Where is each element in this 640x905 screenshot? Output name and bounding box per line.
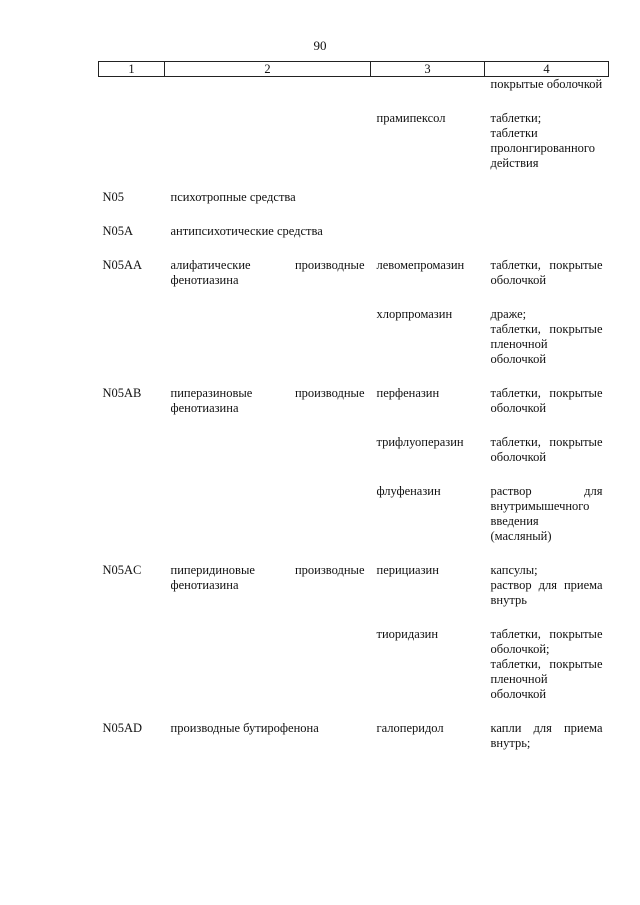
pharmacological-group bbox=[165, 627, 371, 721]
drug-name: левомепромазин bbox=[376, 258, 465, 272]
atc-code: N05AD bbox=[102, 721, 143, 735]
dosage-forms bbox=[485, 721, 609, 770]
pharmacological-group: алифатические производные фенотиазина bbox=[170, 258, 365, 287]
dosage-forms bbox=[485, 190, 609, 224]
atc-code bbox=[99, 627, 165, 721]
dosage-form-line: раствор для приема внутрь bbox=[490, 578, 603, 607]
page-number: 90 bbox=[313, 38, 327, 53]
drug-name bbox=[371, 190, 485, 224]
pharmacological-group: антипсихотические средства bbox=[170, 224, 323, 238]
dosage-form-line: таблетки, покрытые оболочкой bbox=[490, 258, 603, 287]
drug-table bbox=[98, 61, 609, 770]
dosage-form-line: драже; bbox=[490, 307, 527, 321]
drug-name: трифлуоперазин bbox=[376, 435, 464, 449]
pharmacological-group bbox=[165, 435, 371, 484]
atc-code bbox=[99, 435, 165, 484]
dosage-form-line: капсулы; bbox=[490, 563, 538, 577]
drug-name bbox=[371, 77, 485, 112]
drug-name: тиоридазин bbox=[376, 627, 439, 641]
dosage-form-line: таблетки, покрытые оболочкой; bbox=[490, 627, 603, 656]
atc-code bbox=[99, 111, 165, 190]
pharmacological-group: пиперидиновые производные фенотиазина bbox=[170, 563, 365, 592]
header-col-4: 4 bbox=[485, 62, 609, 77]
table-row bbox=[99, 484, 609, 563]
dosage-forms bbox=[485, 627, 609, 721]
dosage-form-line: покрытые оболочкой bbox=[490, 77, 603, 91]
table-row bbox=[99, 721, 609, 770]
table-body bbox=[99, 77, 609, 771]
dosage-form-line: таблетки, покрытые пленочной оболочкой bbox=[490, 322, 603, 366]
atc-code: N05AB bbox=[102, 386, 142, 400]
table-row bbox=[99, 111, 609, 190]
table-row bbox=[99, 77, 609, 112]
atc-code bbox=[99, 484, 165, 563]
pharmacological-group bbox=[165, 307, 371, 386]
dosage-form-line: таблетки, покрытые оболочкой bbox=[490, 435, 603, 464]
header-col-2: 2 bbox=[165, 62, 371, 77]
dosage-forms bbox=[485, 258, 609, 307]
drug-name: перициазин bbox=[376, 563, 439, 577]
drug-name: флуфеназин bbox=[376, 484, 441, 498]
table-row bbox=[99, 435, 609, 484]
dosage-forms bbox=[485, 111, 609, 190]
drug-name: перфеназин bbox=[376, 386, 440, 400]
header-col-3: 3 bbox=[371, 62, 485, 77]
pharmacological-group: пиперазиновые производные фенотиазина bbox=[170, 386, 365, 415]
dosage-form-line: таблетки, покрытые оболочкой bbox=[490, 386, 603, 415]
table-row bbox=[99, 307, 609, 386]
dosage-forms bbox=[485, 224, 609, 258]
dosage-form-line: капли для приема внутрь; bbox=[490, 721, 603, 750]
dosage-forms bbox=[485, 386, 609, 435]
atc-code: N05 bbox=[102, 190, 125, 204]
atc-code: N05A bbox=[102, 224, 134, 238]
drug-name: прамипексол bbox=[376, 111, 446, 125]
pharmacological-group bbox=[165, 111, 371, 190]
drug-name bbox=[371, 224, 485, 258]
atc-code: N05AA bbox=[102, 258, 143, 272]
atc-code bbox=[99, 307, 165, 386]
dosage-forms bbox=[485, 484, 609, 563]
dosage-form-line: таблетки, покрытые пленочной оболочкой bbox=[490, 657, 603, 701]
dosage-forms bbox=[485, 563, 609, 627]
table-row bbox=[99, 224, 609, 258]
pharmacological-group bbox=[165, 77, 371, 112]
header-col-1: 1 bbox=[99, 62, 165, 77]
table-row bbox=[99, 190, 609, 224]
table-row bbox=[99, 627, 609, 721]
drug-name: хлорпромазин bbox=[376, 307, 453, 321]
table-header bbox=[99, 62, 609, 77]
table-row bbox=[99, 258, 609, 307]
dosage-form-line: таблетки; bbox=[490, 111, 542, 125]
table-row bbox=[99, 386, 609, 435]
pharmacological-group bbox=[165, 484, 371, 563]
drug-name: галоперидол bbox=[376, 721, 444, 735]
dosage-forms bbox=[485, 77, 609, 112]
dosage-forms bbox=[485, 307, 609, 386]
dosage-forms bbox=[485, 435, 609, 484]
pharmacological-group: психотропные средства bbox=[170, 190, 296, 204]
table-row bbox=[99, 563, 609, 627]
atc-code: N05AC bbox=[102, 563, 142, 577]
dosage-form-line: раствор для внутримышечного введения (масляный) bbox=[490, 484, 603, 543]
dosage-form-line: таблетки пролонгированного действия bbox=[490, 126, 595, 170]
pharmacological-group: производные бутирофенона bbox=[170, 721, 319, 735]
atc-code bbox=[99, 77, 165, 112]
